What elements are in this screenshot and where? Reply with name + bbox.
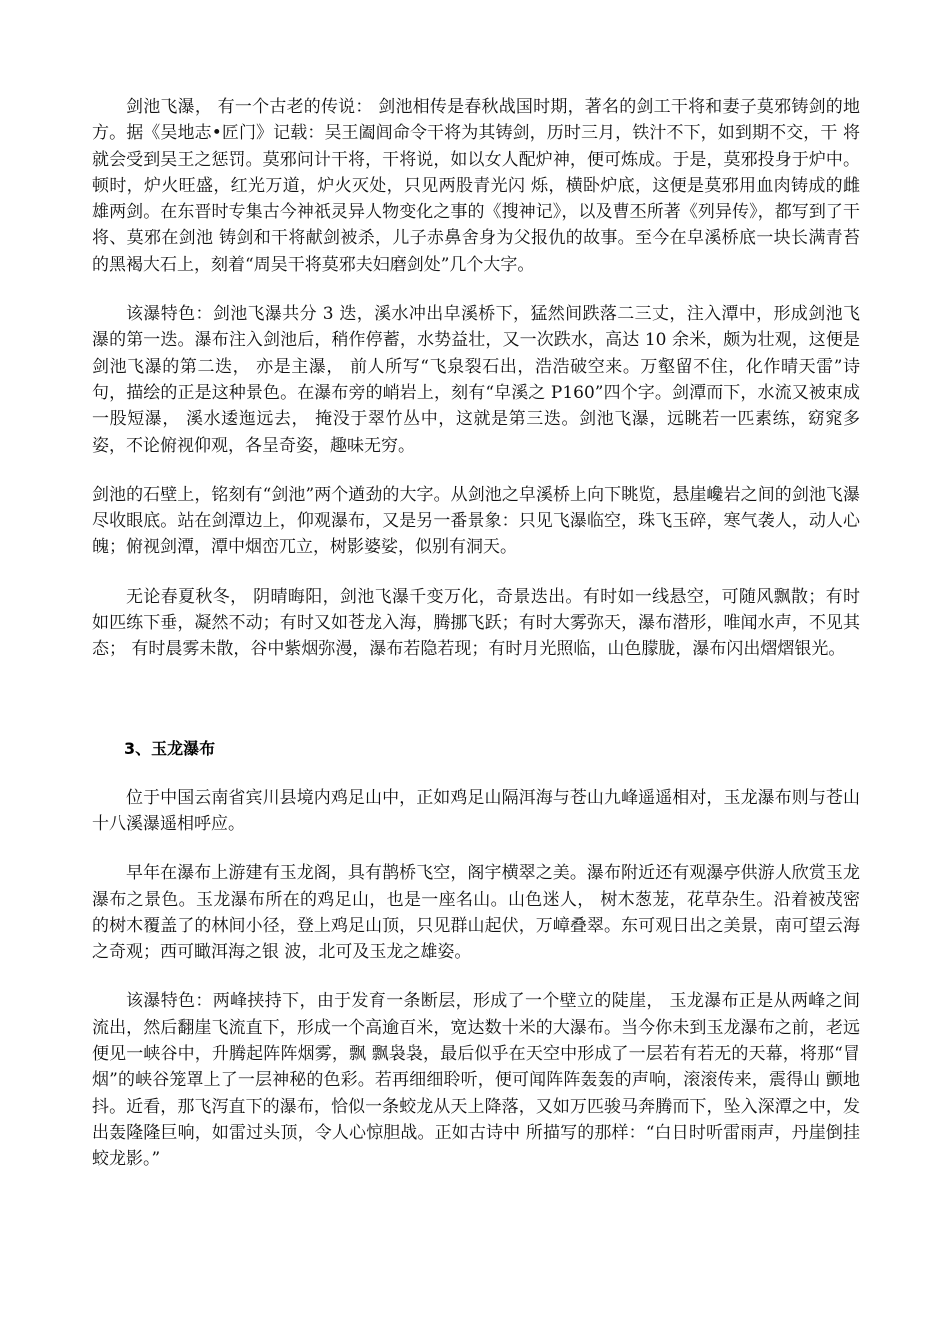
paragraph-yulong-history: 早年在瀑布上游建有玉龙阁，具有鹊桥飞空，阁宇横翠之美。瀑布附近还有观瀑亭供游人欣赏玉龙瀑布之景色。玉龙瀑布所在的鸡足山，也是一座名山。山色迷人， 树木葱茏，花草杂生。沿着被茂密的树木覆盖了的林间小径，登上鸡足山顶，只见群山起伏，万嶂叠翠。东可观日出之美景，南可望云海之奇观；西可瞰洱海之银 波，北可及玉龙之雄姿。 [92, 863, 860, 963]
paragraph-yulong-location: 位于中国云南省宾川县境内鸡足山中，正如鸡足山隔洱海与苍山九峰遥遥相对，玉龙瀑布则与苍山十八溪瀑遥相呼应。 [92, 787, 860, 834]
document-body [92, 94, 860, 1196]
section-heading-yulong: 3、玉龙瀑布 [124, 738, 216, 758]
paragraph-yulong-features: 该瀑特色：两峰挟持下，由于发育一条断层，形成了一个壁立的陡崖， 玉龙瀑布正是从两峰之间流出，然后翻崖飞流直下，形成一个高逾百米，宽达数十米的大瀑布。当今你未到玉龙瀑布之前，老远便见一峡谷中，升腾起阵阵烟雾，飘 飘袅袅，最后似乎在天空中形成了一层若有若无的天幕，将那“冒烟”的峡谷笼罩上了一层神秘的色彩。若再细细聆听，便可闻阵阵轰轰的声响，滚滚传来，震得山 颤地抖。近看，那飞泻直下的瀑布，恰似一条蛟龙从天上降落，又如万匹骏马奔腾而下，坠入深潭之中，发出轰隆隆巨响，如雷过头顶，令人心惊胆战。正如古诗中 所描写的那样：“白日时听雷雨声，丹崖倒挂蛟龙影。” [92, 991, 860, 1170]
paragraph-jianchi-seasons: 无论春夏秋冬， 阴晴晦阳，剑池飞瀑千变万化，奇景迭出。有时如一线悬空，可随风飘散；有时如匹练下垂，凝然不动；有时又如苍龙入海，腾挪飞跃；有时大雾弥天，瀑布潜形，唯闻水声，不见其态； 有时晨雾未散，谷中紫烟弥漫，瀑布若隐若现；有时月光照临，山色朦胧，瀑布闪出熠熠银光。 [92, 586, 860, 660]
section-spacer [92, 686, 860, 736]
paragraph-jianchi-legend: 剑池飞瀑， 有一个古老的传说： 剑池相传是春秋战国时期，著名的剑工干将和妻子莫邪铸剑的地方。据《吴地志•匠门》记载：吴王阖闾命令干将为其铸剑，历时三月，铁汁不下，如到期不交，干 将就会受到吴王之惩罚。莫邪问计干将，干将说，如以女人配炉神，便可炼成。于是，莫邪投身于炉中。顿时，炉火旺盛，红光万道，炉火灭处，只见两股青光闪 烁，横卧炉底，这便是莫邪用血肉铸成的雌雄两剑。在东晋时专集古今神祇灵异人物变化之事的《搜神记》，以及曹丕所著《列异传》，都写到了干将、莫邪在剑池 铸剑和干将献剑被杀，儿子赤鼻舍身为父报仇的故事。至今在皁溪桥底一块长满青苔的黑褐大石上，刻着“周吴干将莫邪夫妇磨剑处”几个大字。 [92, 97, 860, 275]
paragraph-jianchi-stone-wall: 剑池的石壁上，铭刻有“剑池”两个遒劲的大字。从剑池之皁溪桥上向下眺览，悬崖巉岩之间的剑池飞瀑尽收眼底。站在剑潭边上，仰观瀑布，又是另一番景象：只见飞瀑临空，珠飞玉碎，寒气袭人，动人心魄；俯视剑潭，潭中烟峦兀立，树影婆娑，似别有洞天。 [92, 484, 860, 558]
paragraph-jianchi-features: 该瀑特色：剑池飞瀑共分 3 迭，溪水冲出皁溪桥下，猛然间跌落二三丈，注入潭中，形成剑池飞瀑的第一迭。瀑布注入剑池后，稍作停蓄，水势益壮，又一次跌水，高达 10 余米，颇为壮观，这便是剑池飞瀑的第二迭， 亦是主瀑， 前人所写“飞泉裂石出，浩浩破空来。万壑留不住，化作晴天雷”诗句，描绘的正是这种景色。在瀑布旁的峭岩上，刻有“皁溪之 P160”四个字。剑潭而下，水流又被束成一股短瀑， 溪水逶迤远去， 掩没于翠竹丛中，这就是第三迭。剑池飞瀑，远眺若一匹素练，窈窕多姿，不论俯视仰观，各呈奇姿，趣味无穷。 [92, 304, 860, 456]
